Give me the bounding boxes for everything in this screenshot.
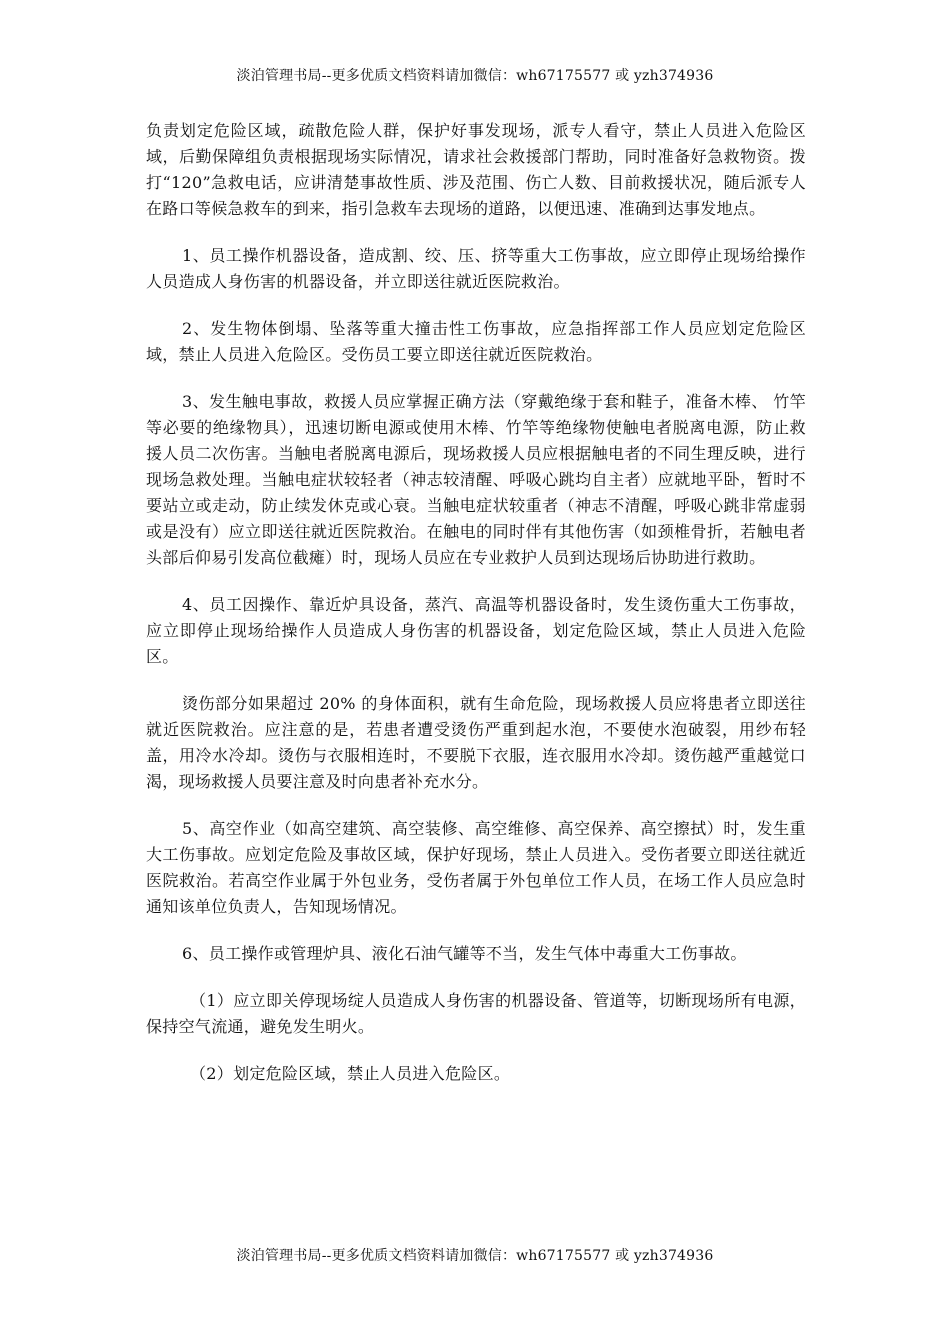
document-body: [146, 118, 806, 1108]
paragraph-subitem-1: （1）应立即关停现场绽人员造成人身伤害的机器设备、管道等，切断现场所有电源，保持空气流通，避免发生明火。: [146, 991, 806, 1036]
paragraph-subitem-2: （2）划定危险区域，禁止人员进入危险区。: [190, 1064, 511, 1083]
paragraph-intro: 负责划定危险区域，疏散危险人群，保护好事发现场，派专人看守，禁止人员进入危险区域，后勤保障组负责根据现场实际情况，请求社会救援部门帮助，同时准备好急救物资。拨打“120”急救电话，应讲清楚事故性质、涉及范围、伤亡人数、目前救援状况，随后派专人在路口等候急救车的到来，指引急救车去现场的道路，以便迅速、准确到达事发地点。: [146, 121, 806, 218]
paragraph-item-3: 3、发生触电事故，救援人员应掌握正确方法（穿戴绝缘于套和鞋子，准备木棒、 竹竿等必要的绝缘物具），迅速切断电源或使用木棒、竹竿等绝缘物使触电者脱离电源，防止救援人员二次伤害。当触电者脱离电源后，现场救援人员应根据触电者的不同生理反映，进行现场急救处理。当触电症状较轻者（神志较清醒、呼吸心跳均自主者）应就地平卧，暂时不要站立或走动，防止续发休克或心衰。当触电症状较重者（神志不清醒，呼吸心跳非常虚弱或是没有）应立即送往就近医院救治。在触电的同时伴有其他伤害（如颈椎骨折，若触电者头部后仰易引发高位截瘫）时，现场人员应在专业救护人员到达现场后协助进行救助。: [146, 392, 806, 567]
paragraph-item-4: 4、员工因操作、靠近炉具设备，蒸汽、高温等机器设备时，发生烫伤重大工伤事故，应立即停止现场给操作人员造成人身伤害的机器设备，划定危险区域，禁止人员进入危险区。: [146, 595, 806, 666]
paragraph-burn-details: 烫伤部分如果超过 20% 的身体面积，就有生命危险，现场救援人员应将患者立即送往就近医院救治。应注意的是，若患者遭受烫伤严重到起水泡，不要使水泡破裂，用纱布轻盖，用冷水冷却。烫伤与衣服相连时，不要脱下衣服，连衣服用水冷却。烫伤越严重越觉口渴，现场救援人员要注意及时向患者补充水分。: [146, 694, 806, 791]
paragraph-item-5: 5、高空作业（如高空建筑、高空装修、高空维修、高空保养、高空擦拭）时，发生重大工伤事故。应划定危险及事故区域，保护好现场，禁止人员进入。受伤者要立即送往就近医院救治。若高空作业属于外包业务，受伤者属于外包单位工作人员，在场工作人员应急时通知该单位负责人，告知现场情况。: [146, 819, 806, 916]
page-header: 淡泊管理书局--更多优质文档资料请加微信：wh67175577 或 yzh374936: [236, 68, 714, 84]
page-footer: 淡泊管理书局--更多优质文档资料请加微信：wh67175577 或 yzh374936: [236, 1248, 714, 1264]
paragraph-item-2: 2、发生物体倒塌、坠落等重大撞击性工伤事故，应急指挥部工作人员应划定危险区域，禁止人员进入危险区。受伤员工要立即送往就近医院救治。: [146, 319, 806, 364]
paragraph-item-6: 6、员工操作或管理炉具、液化石油气罐等不当，发生气体中毒重大工伤事故。: [182, 944, 747, 963]
paragraph-item-1: 1、员工操作机器设备，造成割、绞、压、挤等重大工伤事故，应立即停止现场给操作人员造成人身伤害的机器设备，并立即送往就近医院救治。: [146, 246, 806, 291]
